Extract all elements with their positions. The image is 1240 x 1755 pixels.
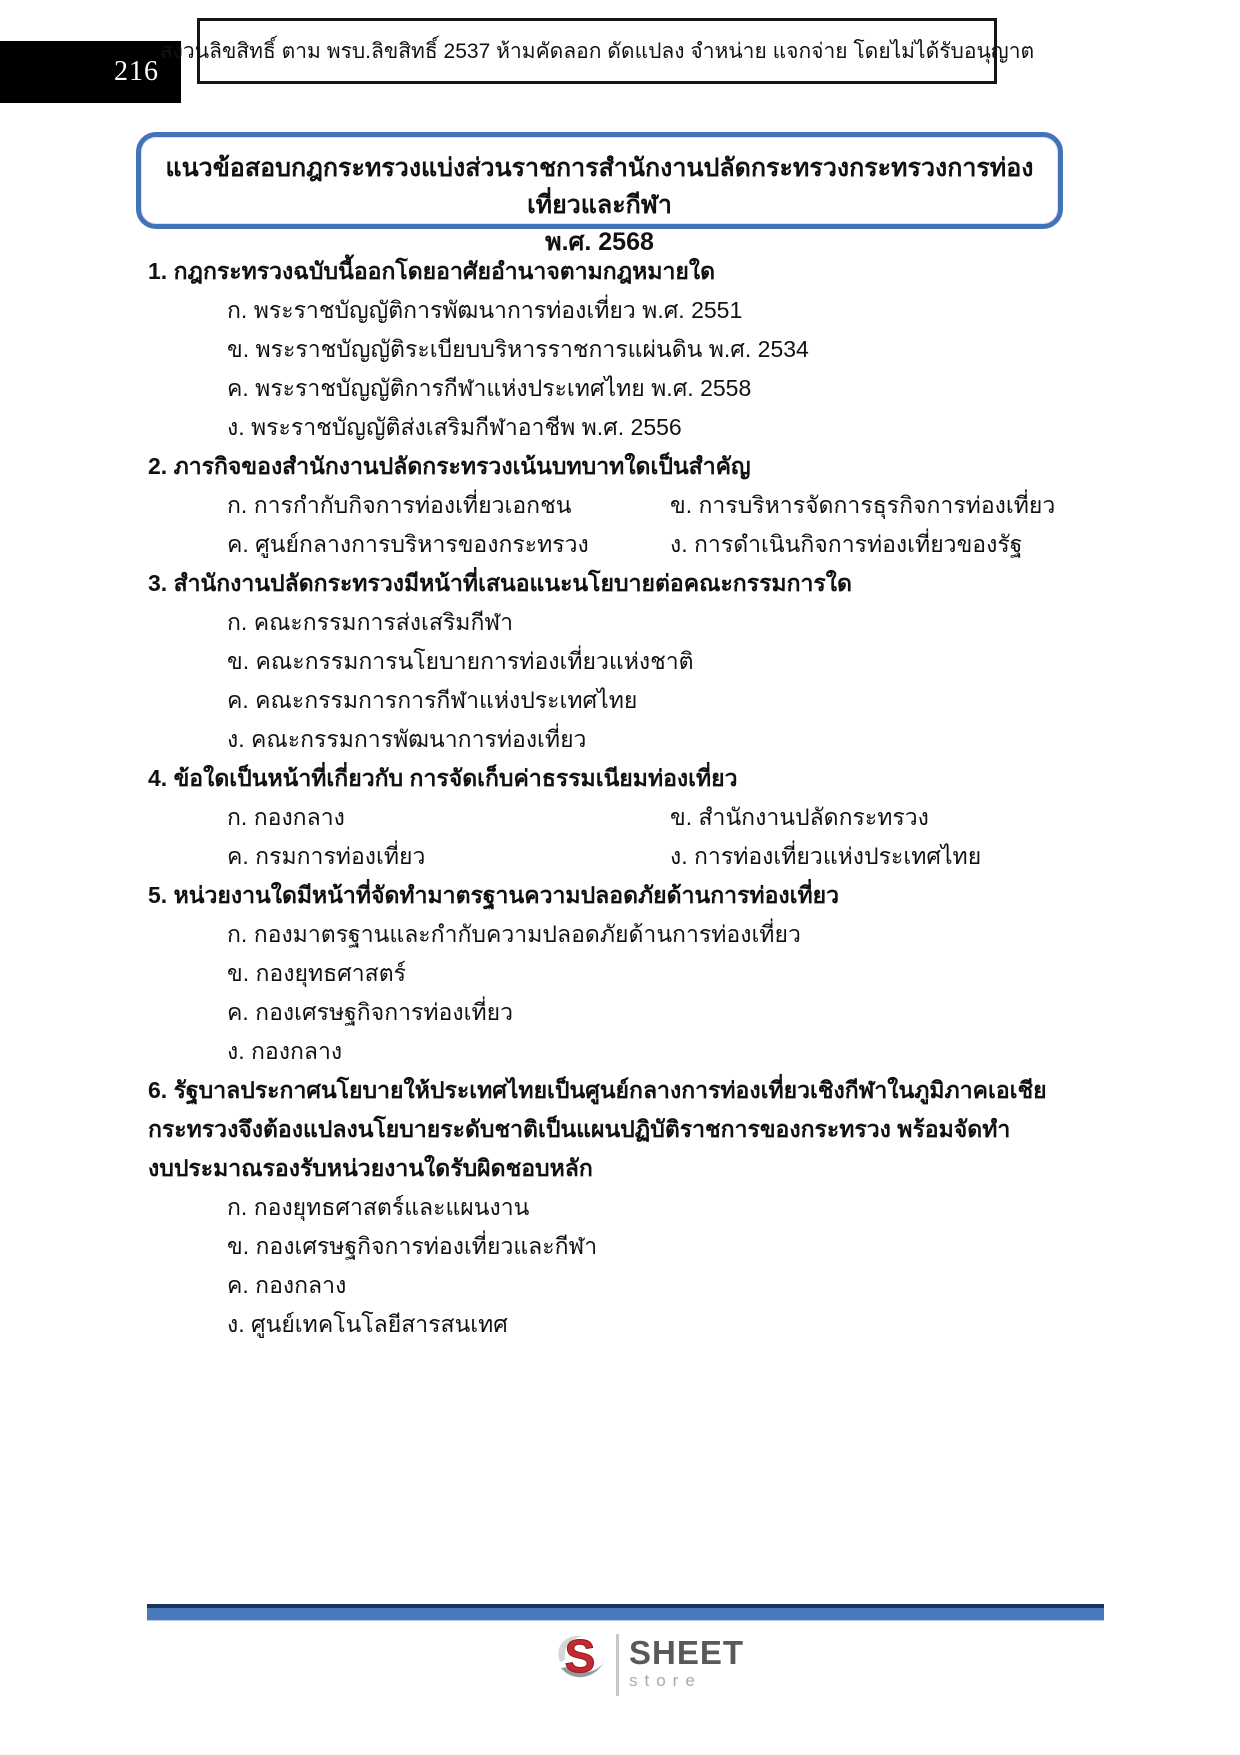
question-2-option-a: ก. การกำกับกิจการท่องเที่ยวเอกชน xyxy=(227,492,572,518)
question-2-option-b: ข. การบริหารจัดการธุรกิจการท่องเที่ยว xyxy=(670,492,1056,518)
question-4-text: ข้อใดเป็นหน้าที่เกี่ยวกับ การจัดเก็บค่าธรรมเนียมท่องเที่ยว xyxy=(173,765,738,791)
question-6-option-d: ง. ศูนย์เทคโนโลยีสารสนเทศ xyxy=(227,1311,508,1337)
question-5-option-a: ก. กองมาตรฐานและกำกับความปลอดภัยด้านการท่องเที่ยว xyxy=(227,921,801,947)
question-4-number: 4. xyxy=(148,765,174,791)
question-5-header xyxy=(148,876,1104,915)
question-6-number: 6. xyxy=(148,1077,174,1103)
question-1-option-a: ก. พระราชบัญญัติการพัฒนาการท่องเที่ยว พ.ศ. 2551 xyxy=(227,297,743,323)
question-4-option-b: ข. สำนักงานปลัดกระทรวง xyxy=(670,804,929,830)
question-3-header xyxy=(148,564,1104,603)
question-1-option-d: ง. พระราชบัญญัติส่งเสริมกีฬาอาชีพ พ.ศ. 2556 xyxy=(227,414,682,440)
question-3-option-c: ค. คณะกรรมการการกีฬาแห่งประเทศไทย xyxy=(227,687,638,713)
question-4-option-a: ก. กองกลาง xyxy=(227,804,345,830)
question-4-option-row-2 xyxy=(148,837,1104,876)
question-4-option-c: ค. กรมการท่องเที่ยว xyxy=(227,843,426,869)
logo-text-block xyxy=(629,1632,744,1691)
question-1 xyxy=(148,252,1104,447)
question-1-header xyxy=(148,252,1104,291)
question-6-option-a: ก. กองยุทธศาสตร์และแผนงาน xyxy=(227,1194,530,1220)
question-5-option-d: ง. กองกลาง xyxy=(227,1038,343,1064)
question-6-text-line-1: รัฐบาลประกาศนโยบายให้ประเทศไทยเป็นศูนย์กลางการท่องเที่ยวเชิงกีฬาในภูมิภาคเอเชีย xyxy=(173,1077,1047,1103)
question-4-option-d: ง. การท่องเที่ยวแห่งประเทศไทย xyxy=(670,843,982,869)
logo-brand-text: SHEET xyxy=(629,1634,745,1671)
svg-text:S: S xyxy=(564,1632,596,1682)
question-3-option-a: ก. คณะกรรมการส่งเสริมกีฬา xyxy=(227,609,514,635)
question-4 xyxy=(148,759,1104,876)
question-6-header-line-2: กระทรวงจึงต้องแปลงนโยบายระดับชาติเป็นแผนปฏิบัติราชการของกระทรวง พร้อมจัดทำ xyxy=(148,1116,1011,1142)
page-number-tab xyxy=(0,41,181,103)
exam-title-line-2: พ.ศ. 2568 xyxy=(545,228,654,256)
question-3-text: สำนักงานปลัดกระทรวงมีหน้าที่เสนอแนะนโยบายต่อคณะกรรมการใด xyxy=(173,570,852,596)
question-2-option-row-2 xyxy=(148,525,1104,564)
sheet-store-logo xyxy=(552,1632,744,1696)
exam-title-box xyxy=(136,132,1063,256)
question-3-option-d: ง. คณะกรรมการพัฒนาการท่องเที่ยว xyxy=(227,726,587,752)
question-2-option-c: ค. ศูนย์กลางการบริหารของกระทรวง xyxy=(227,531,589,557)
page-number: 216 xyxy=(114,56,159,87)
question-1-option-c: ค. พระราชบัญญัติการกีฬาแห่งประเทศไทย พ.ศ. 2558 xyxy=(227,375,752,401)
question-5-option-b: ข. กองยุทธศาสตร์ xyxy=(227,960,406,986)
question-5-option-c: ค. กองเศรษฐกิจการท่องเที่ยว xyxy=(227,999,514,1025)
question-4-option-row-1 xyxy=(148,798,1104,837)
question-5-number: 5. xyxy=(148,882,174,908)
question-3 xyxy=(148,564,1104,759)
question-3-number: 3. xyxy=(148,570,174,596)
question-2-number: 2. xyxy=(148,453,174,479)
copyright-text: สงวนลิขสิทธิ์ ตาม พรบ.ลิขสิทธิ์ 2537 ห้ามคัดลอก ดัดแปลง จำหน่าย แจกจ่าย โดยไม่ได้รับอนุญาต xyxy=(159,39,1035,63)
logo-sub-text: store xyxy=(629,1671,702,1690)
question-6-option-c: ค. กองกลาง xyxy=(227,1272,347,1298)
question-3-option-b: ข. คณะกรรมการนโยบายการท่องเที่ยวแห่งชาติ xyxy=(227,648,694,674)
question-1-option-b: ข. พระราชบัญญัติระเบียบบริหารราชการแผ่นดิน พ.ศ. 2534 xyxy=(227,336,809,362)
exam-title-line-1: แนวข้อสอบกฎกระทรวงแบ่งส่วนราชการสำนักงานปลัดกระทรวงกระทรวงการท่องเที่ยวและกีฬา xyxy=(165,154,1034,219)
question-5 xyxy=(148,876,1104,1071)
question-2-option-row-1 xyxy=(148,486,1104,525)
copyright-box xyxy=(159,18,1035,84)
footer-divider-bar xyxy=(147,1604,1104,1621)
question-1-number: 1. xyxy=(148,258,174,284)
question-6-option-b: ข. กองเศรษฐกิจการท่องเที่ยวและกีฬา xyxy=(227,1233,598,1259)
questions-area xyxy=(148,252,1104,1344)
question-6-header-line-1 xyxy=(148,1071,1104,1110)
question-2-option-d: ง. การดำเนินกิจการท่องเที่ยวของรัฐ xyxy=(670,531,1023,557)
question-1-text: กฎกระทรวงฉบับนี้ออกโดยอาศัยอำนาจตามกฎหมายใด xyxy=(173,258,716,284)
question-2-header xyxy=(148,447,1104,486)
question-6-header-line-3: งบประมาณรองรับหน่วยงานใดรับผิดชอบหลัก xyxy=(148,1155,593,1181)
question-6 xyxy=(148,1071,1104,1344)
logo-divider xyxy=(616,1634,619,1696)
sheet-store-s-icon xyxy=(552,1632,608,1684)
question-5-text: หน่วยงานใดมีหน้าที่จัดทำมาตรฐานความปลอดภัยด้านการท่องเที่ยว xyxy=(173,882,840,908)
question-2 xyxy=(148,447,1104,564)
question-4-header xyxy=(148,759,1104,798)
question-2-text: ภารกิจของสำนักงานปลัดกระทรวงเน้นบทบาทใดเป็นสำคัญ xyxy=(173,453,751,479)
